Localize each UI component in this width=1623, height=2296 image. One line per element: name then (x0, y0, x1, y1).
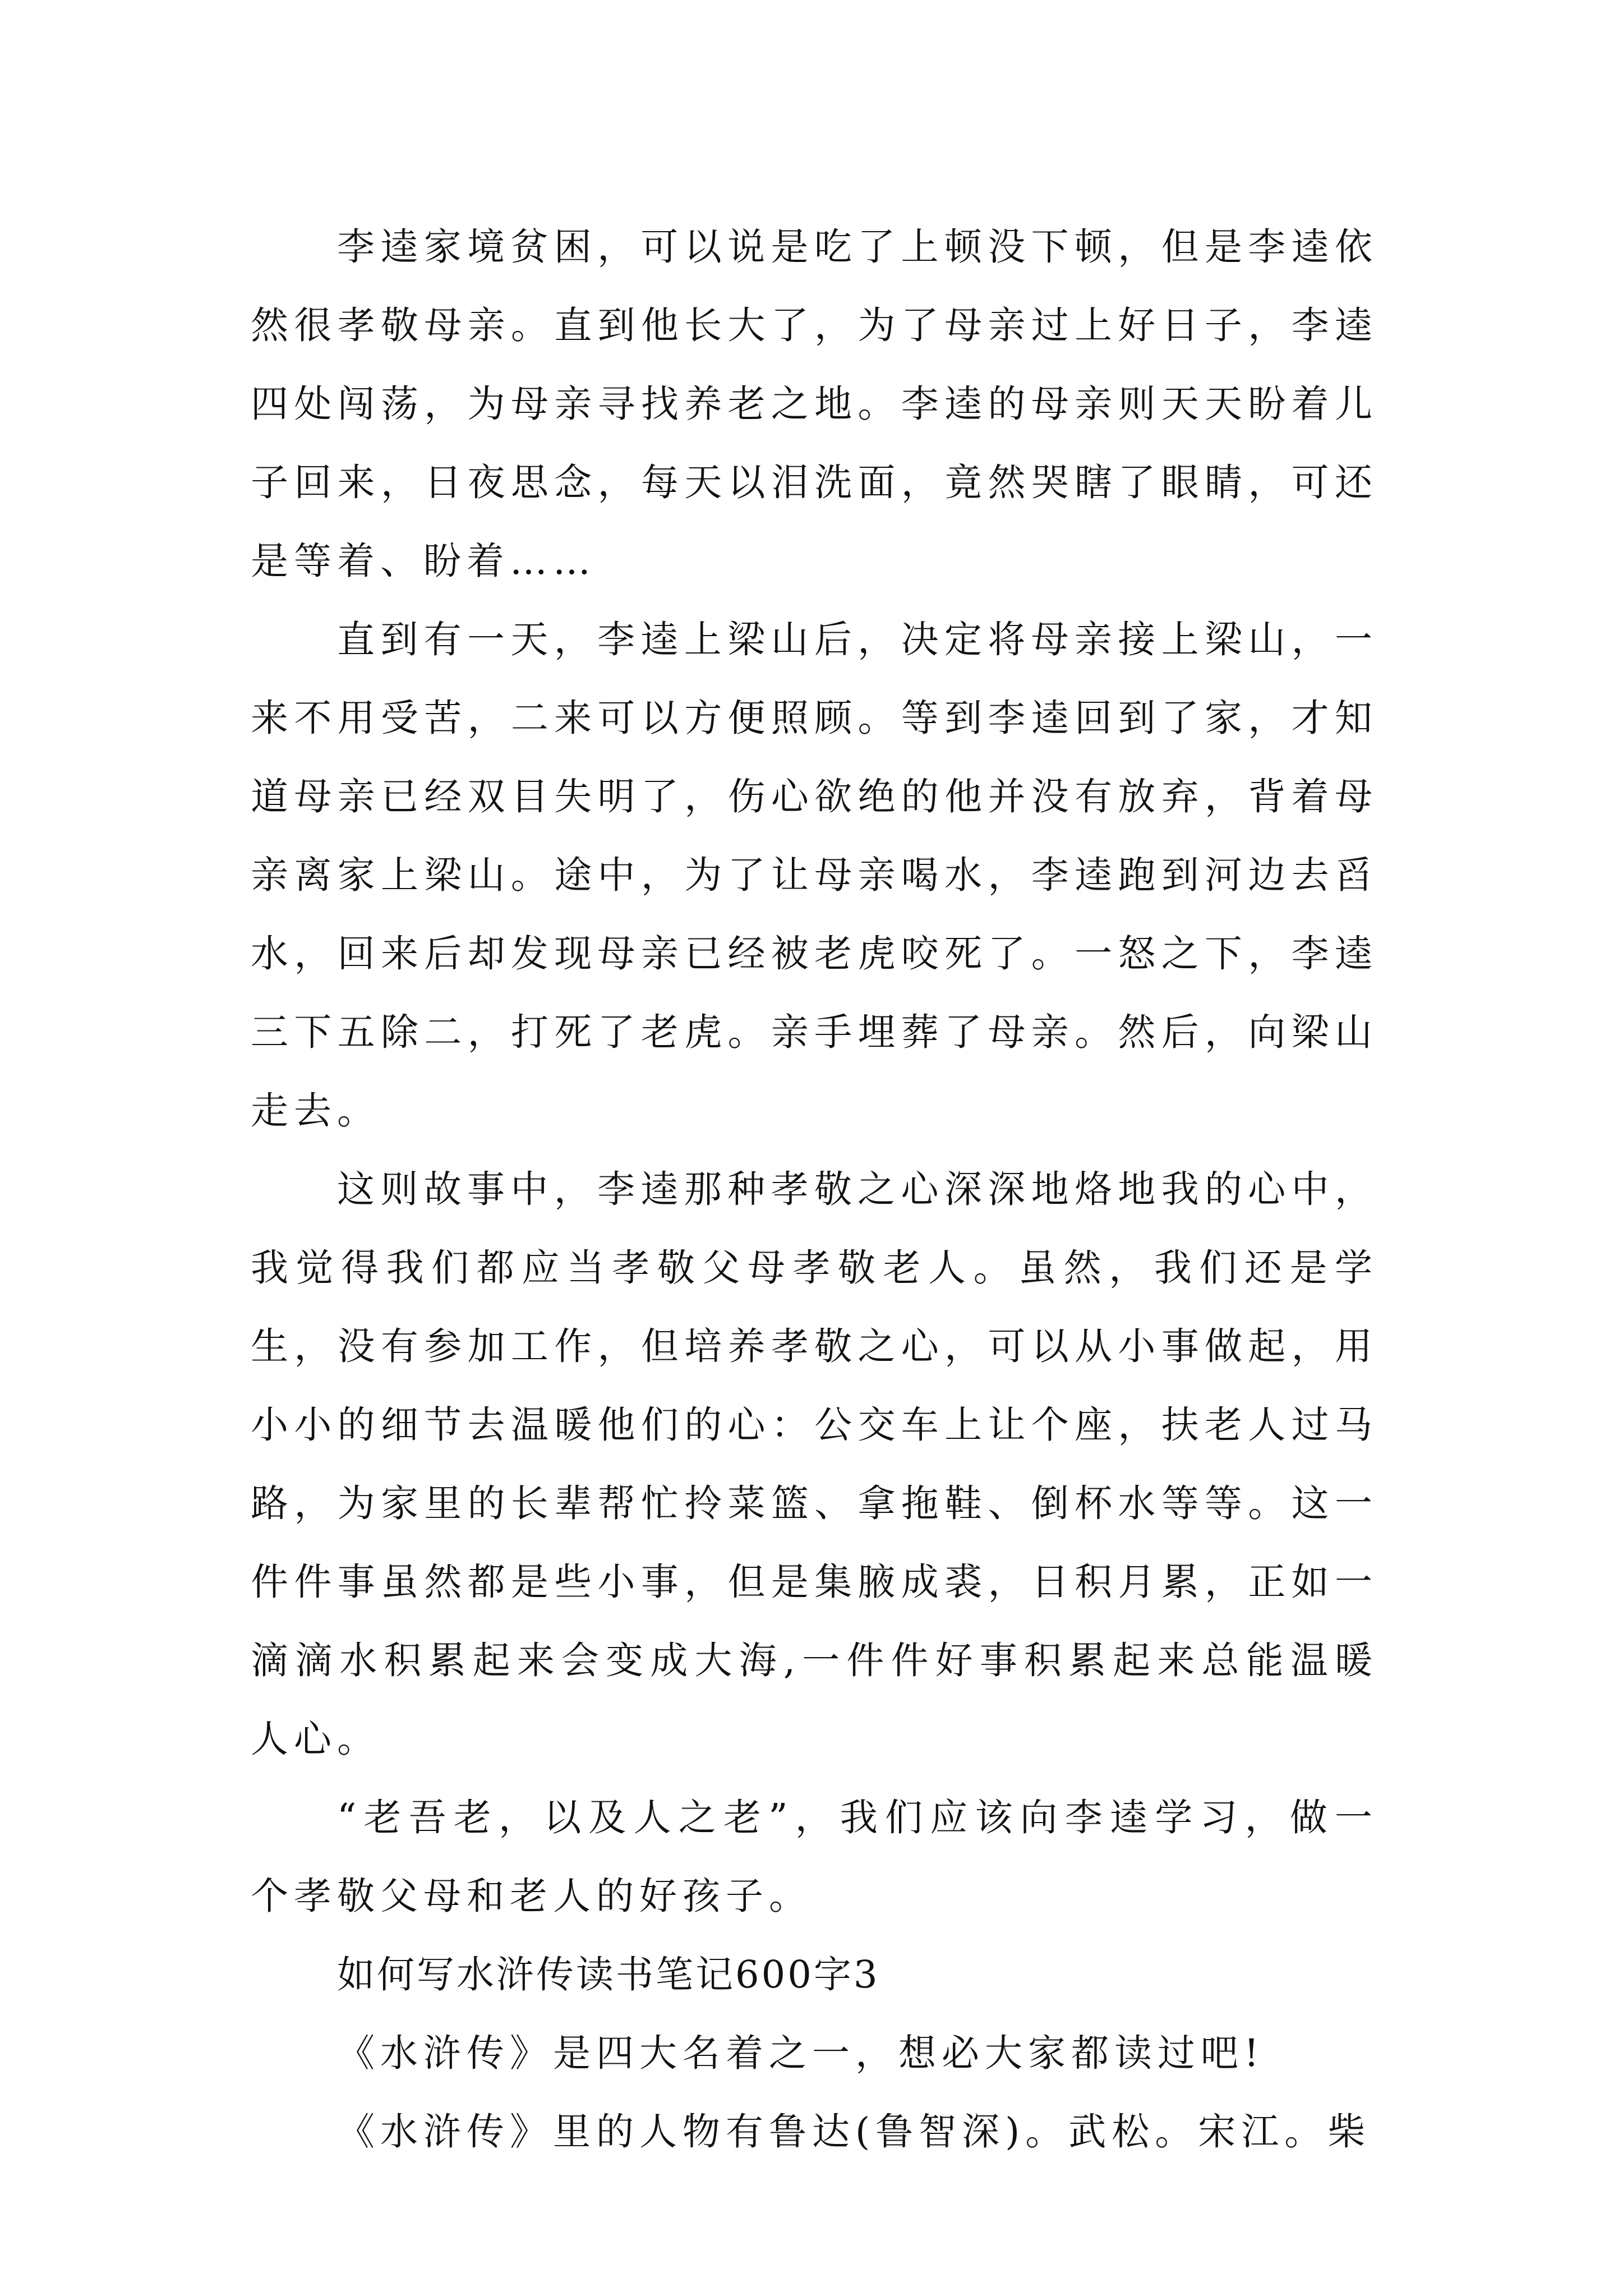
paragraph-li-kui-filial-piety: 李逵家境贫困，可以说是吃了上顿没下顿，但是李逵依然很孝敬母亲。直到他长大了，为了母亲过上好日子，李逵四处闯荡，为母亲寻找养老之地。李逵的母亲则天天盼着儿子回来，日夜思念，每天以泪洗面，竟然哭瞎了眼睛，可还是等着、盼着…… (251, 225, 1378, 583)
paragraph-intro-water-margin: 《水浒传》是四大名着之一，想必大家都读过吧! (337, 2031, 1265, 2075)
paragraph-reflection: 这则故事中，李逵那种孝敬之心深深地烙地我的心中，我觉得我们都应当孝敬父母孝敬老人。虽然，我们还是学生，没有参加工作，但培养孝敬之心，可以从小事做起，用小小的细节去温暖他们的心：公交车上让个座，扶老人过马路，为家里的长辈帮忙拎菜篮、拿拖鞋、倒杯水等等。这一件件事虽然都是些小事，但是集腋成裘，日积月累，正如一滴滴水积累起来会变成大海,一件件好事积累起来总能温暖人心。 (251, 1167, 1378, 1761)
section-heading: 如何写水浒传读书笔记600字3 (337, 1953, 880, 1996)
paragraph-journey-to-liangshan: 直到有一天，李逵上梁山后，决定将母亲接上梁山，一来不用受苦，二来可以方便照顾。等到李逵回到了家，才知道母亲已经双目失明了，伤心欲绝的他并没有放弃，背着母亲离家上梁山。途中，为了让母亲喝水，李逵跑到河边去舀水，回来后却发现母亲已经被老虎咬死了。一怒之下，李逵三下五除二，打死了老虎。亲手埋葬了母亲。然后，向梁山走去。 (251, 618, 1378, 1133)
paragraph-conclusion: “老吾老，以及人之老”，我们应该向李逵学习，做一个孝敬父母和老人的好孩子。 (251, 1796, 1378, 1918)
document-body (251, 208, 1378, 2171)
paragraph-characters: 《水浒传》里的人物有鲁达(鲁智深)。武松。宋江。柴 (337, 2110, 1371, 2154)
